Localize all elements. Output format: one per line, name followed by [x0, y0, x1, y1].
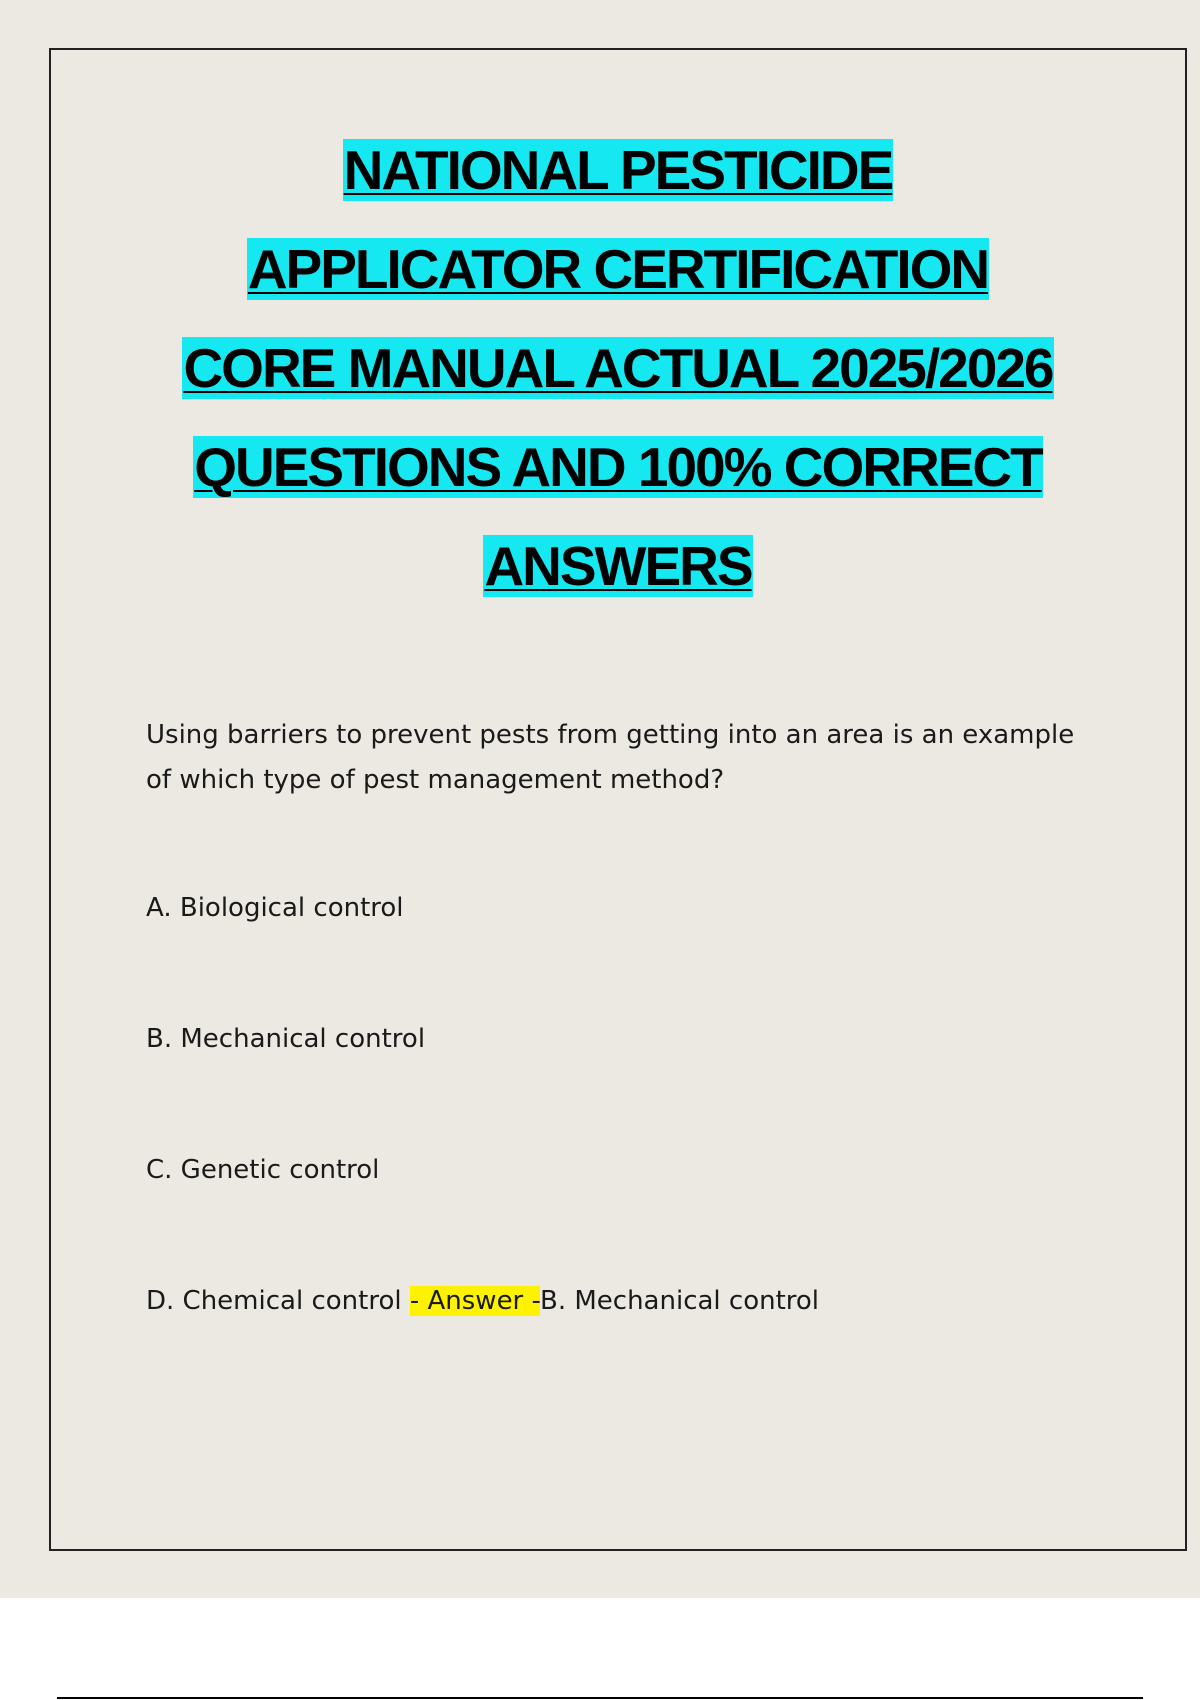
title-line-1: NATIONAL PESTICIDE	[343, 139, 893, 201]
title-line-5: ANSWERS	[484, 535, 752, 597]
option-b: B. Mechanical control	[146, 1024, 426, 1054]
title-line-3: CORE MANUAL ACTUAL 2025/2026	[183, 337, 1053, 399]
option-d-with-answer	[146, 1281, 819, 1321]
answer-marker: - Answer -	[409, 1286, 540, 1316]
title-line-4: QUESTIONS AND 100% CORRECT	[194, 436, 1042, 498]
answer-text: B. Mechanical control	[539, 1286, 820, 1316]
question-text: Using barriers to prevent pests from getting into an area is an example of which type of pest management method?	[146, 720, 1075, 795]
title-line-2: APPLICATOR CERTIFICATION	[247, 238, 989, 300]
option-d: D. Chemical control	[146, 1286, 410, 1316]
document-title	[49, 140, 1187, 635]
option-c: C. Genetic control	[146, 1155, 380, 1185]
option-a: A. Biological control	[146, 893, 404, 923]
footer-divider	[57, 1697, 1143, 1699]
